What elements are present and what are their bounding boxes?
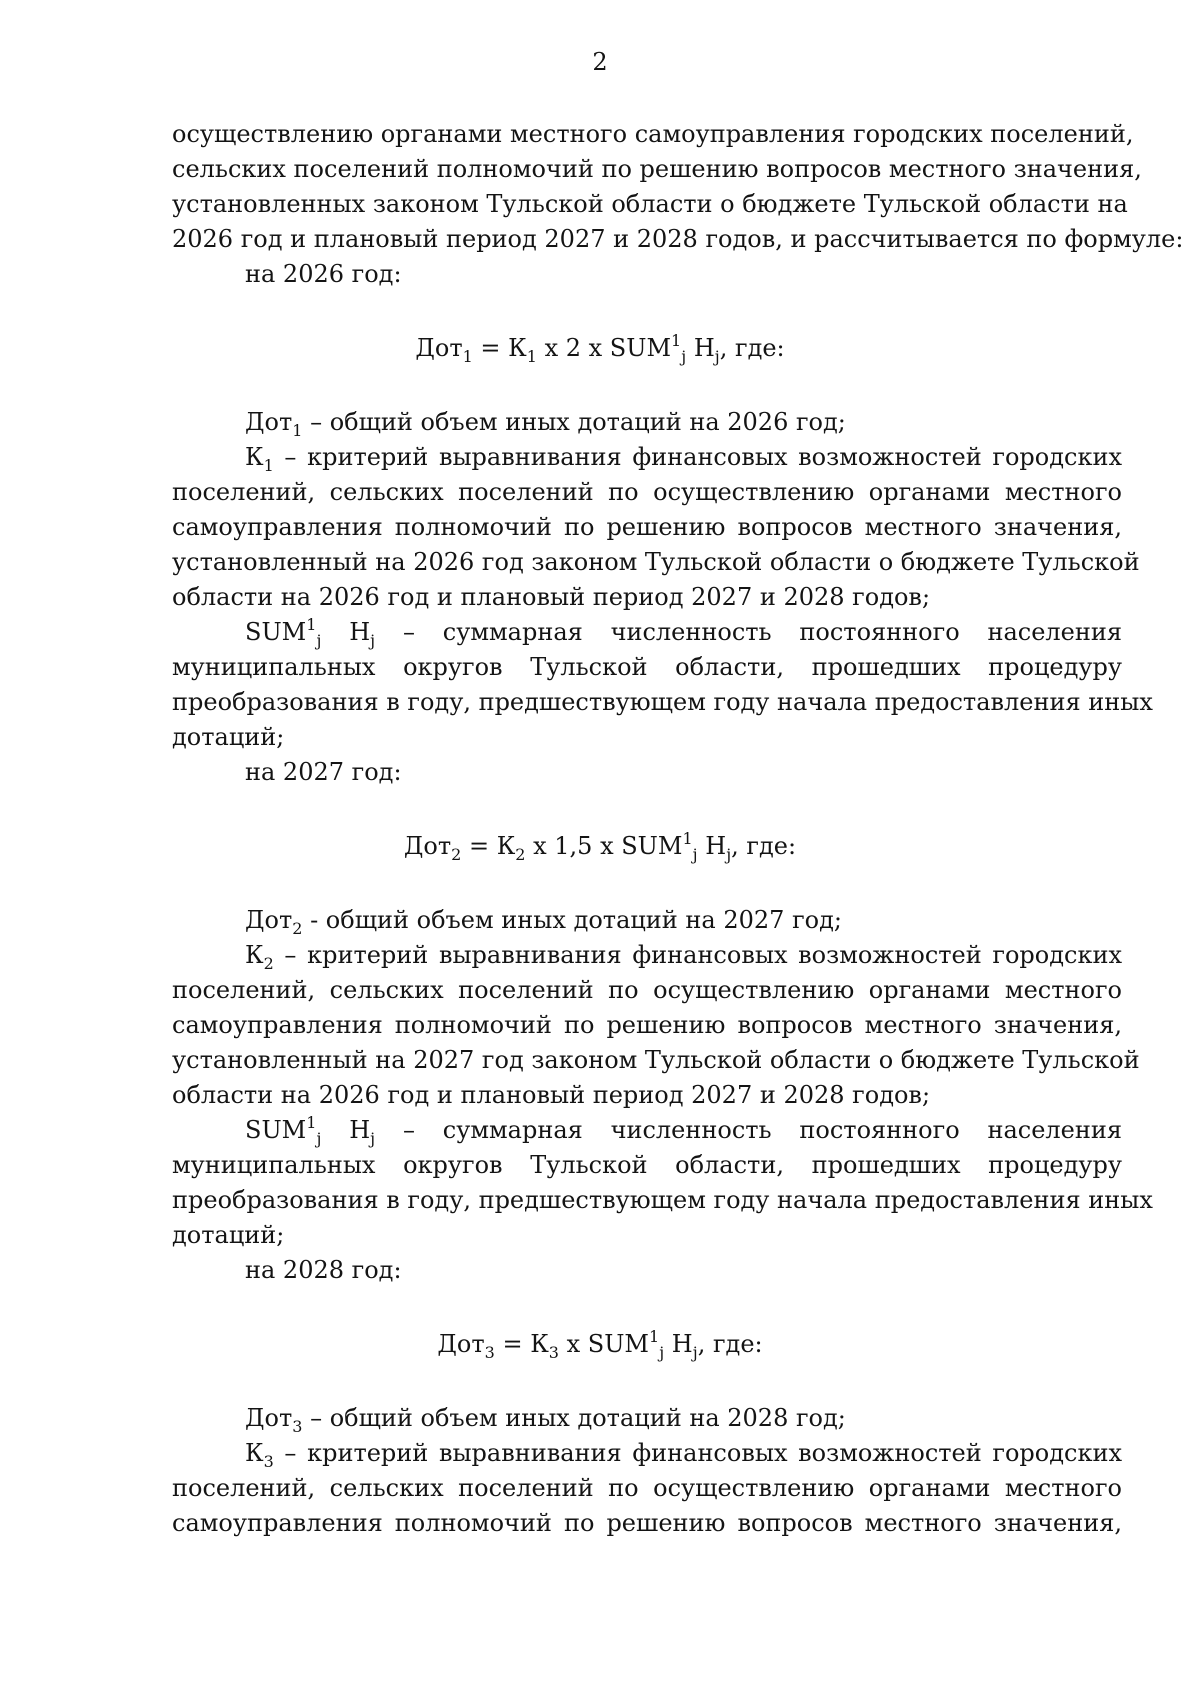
paragraph-line: установленный на 2026 год законом Тульской области о бюджете Тульской — [172, 548, 1140, 576]
paragraph-line: муниципальных округов Тульской области, прошедших процедуру — [172, 653, 1122, 681]
paragraph-line: сельских поселений полномочий по решению вопросов местного значения, — [172, 155, 1142, 183]
definition-sum-2027: $SUM^1_j$ $H_j$ – суммарная численность постоянного населения — [245, 1113, 1122, 1148]
formula-2026: $Дот_1 = К_1$ х 2 х $SUM^1_j$ $H_j$, где: — [415, 331, 785, 366]
paragraph-line: самоуправления полномочий по решению вопросов местного значения, — [172, 1509, 1122, 1537]
paragraph-line: поселений, сельских поселений по осуществлению органами местного — [172, 976, 1122, 1004]
paragraph-line: преобразования в году, предшествующем году начала предоставления иных — [172, 1186, 1153, 1214]
paragraph-line: поселений, сельских поселений по осуществлению органами местного — [172, 478, 1122, 506]
paragraph-line: области на 2026 год и плановый период 2027 и 2028 годов; — [172, 583, 931, 611]
definition-k-2027: $К_2$ – критерий выравнивания финансовых возможностей городских — [245, 941, 1122, 973]
definition-dot-2027: Дот$_2$ - общий объем иных дотаций на 2027 год; — [245, 906, 842, 938]
paragraph-line: самоуправления полномочий по решению вопросов местного значения, — [172, 1011, 1122, 1039]
definition-dot-2026: Дот$_1$ – общий объем иных дотаций на 2026 год; — [245, 408, 846, 440]
paragraph-line: дотаций; — [172, 1221, 285, 1249]
paragraph-line: самоуправления полномочий по решению вопросов местного значения, — [172, 513, 1122, 541]
paragraph-line: дотаций; — [172, 723, 285, 751]
definition-dot-2028: Дот$_3$ – общий объем иных дотаций на 2028 год; — [245, 1404, 846, 1436]
definition-sum-2026: $SUM^1_j$ $H_j$ – суммарная численность постоянного населения — [245, 615, 1122, 650]
definition-k-2028: $К_3$ – критерий выравнивания финансовых возможностей городских — [245, 1439, 1122, 1471]
year-heading-2027: на 2027 год: — [245, 758, 402, 786]
paragraph-line: поселений, сельских поселений по осуществлению органами местного — [172, 1474, 1122, 1502]
definition-k-2026: $К_1$ – критерий выравнивания финансовых возможностей городских — [245, 443, 1122, 475]
year-heading-2026: на 2026 год: — [245, 260, 402, 288]
paragraph-line: установленных законом Тульской области о бюджете Тульской области на — [172, 190, 1128, 218]
year-heading-2028: на 2028 год: — [245, 1256, 402, 1284]
paragraph-line: преобразования в году, предшествующем году начала предоставления иных — [172, 688, 1153, 716]
formula-2028: $Дот_3 = К_3$ х $SUM^1_j$ $H_j$, где: — [437, 1327, 763, 1362]
paragraph-line: установленный на 2027 год законом Тульской области о бюджете Тульской — [172, 1046, 1140, 1074]
paragraph-line: 2026 год и плановый период 2027 и 2028 годов, и рассчитывается по формуле: — [172, 225, 1184, 253]
paragraph-line: области на 2026 год и плановый период 2027 и 2028 годов; — [172, 1081, 931, 1109]
formula-2027: $Дот_2 = К_2$ х 1,5 х $SUM^1_j$ $H_j$, где: — [403, 829, 797, 864]
page-number: 2 — [592, 48, 608, 76]
paragraph-line: муниципальных округов Тульской области, прошедших процедуру — [172, 1151, 1122, 1179]
paragraph-line: осуществлению органами местного самоуправления городских поселений, — [172, 120, 1134, 148]
